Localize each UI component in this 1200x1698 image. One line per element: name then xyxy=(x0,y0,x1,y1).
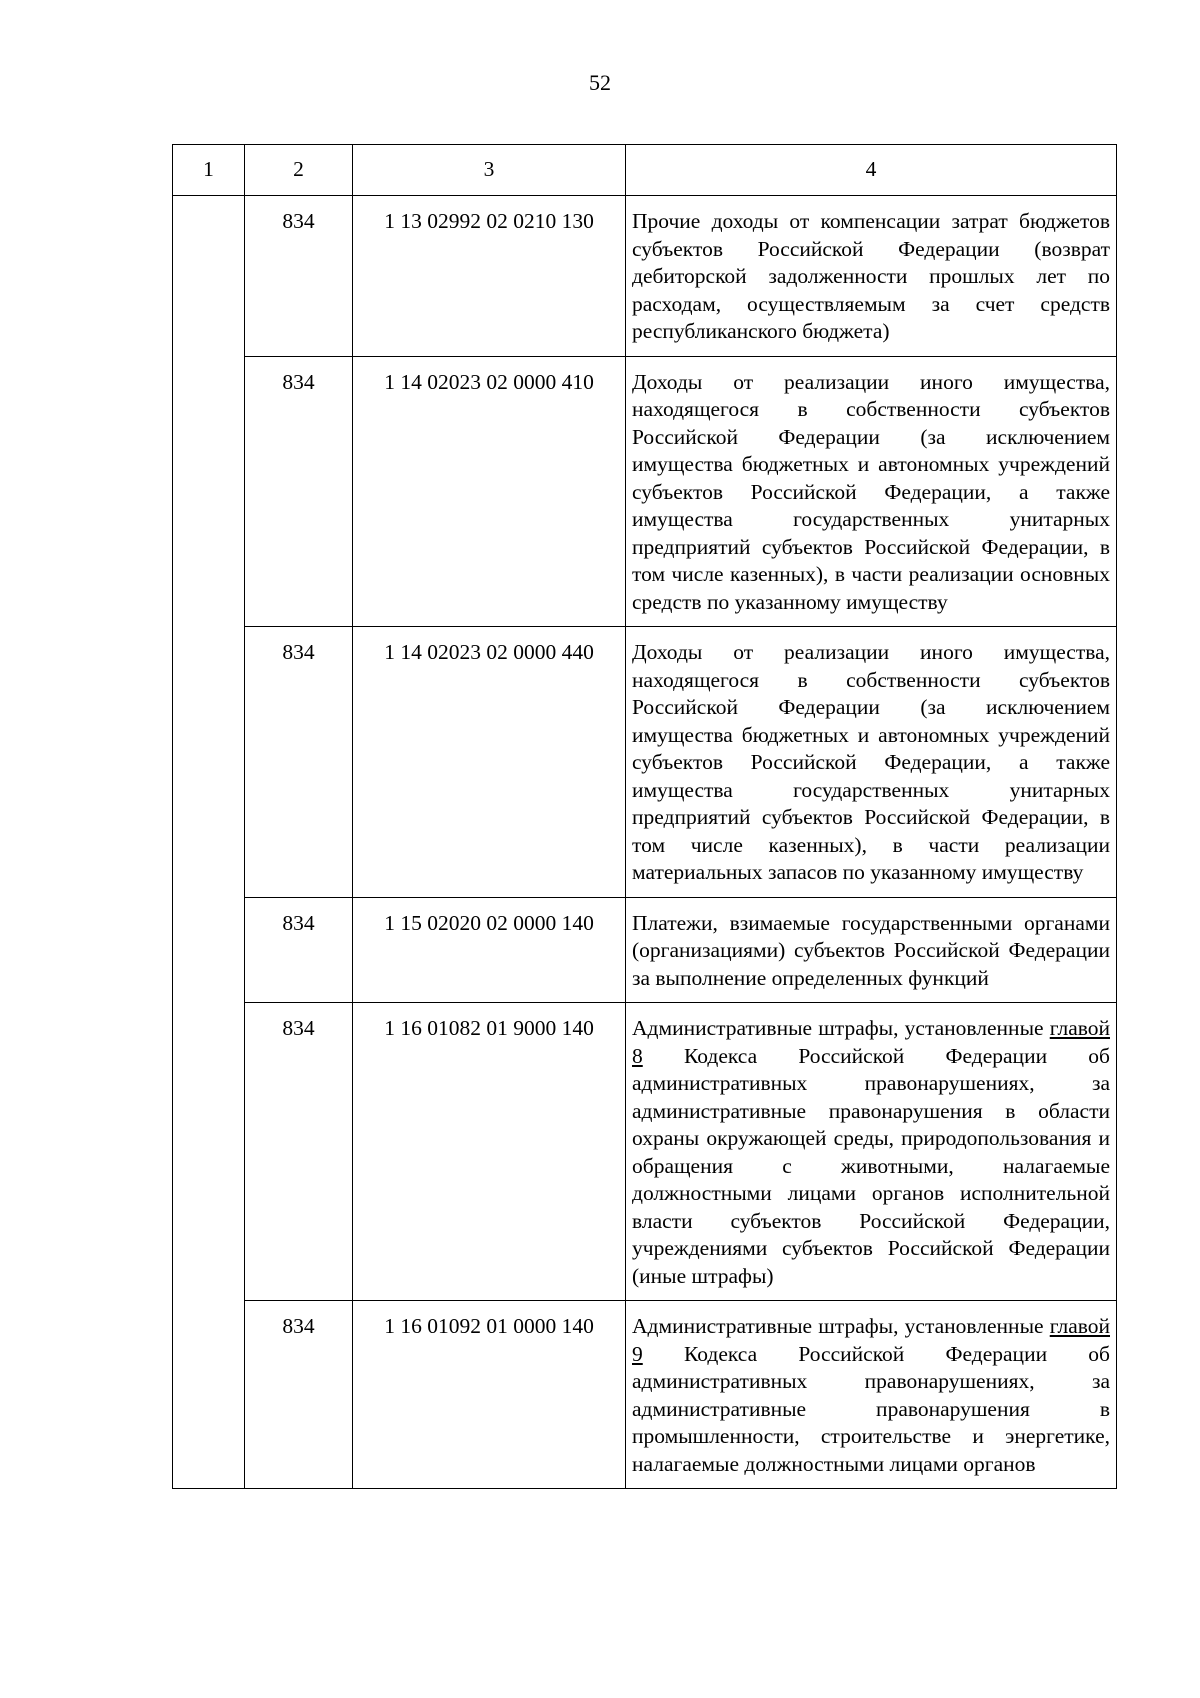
description-cell: Доходы от реализации иного имущества, находящегося в собственности субъектов Российской Федерации (за исключением имущества бюджетных и автономных учреждений субъектов Российской Федерации, а также имущества государственных унитарных предприятий субъектов Российской Федерации, в том числе казенных), в части реализации основных средств по указанному имуществу xyxy=(626,356,1117,627)
header-col-1: 1 xyxy=(173,145,245,196)
table-row xyxy=(173,196,1117,357)
description-cell xyxy=(626,1003,1117,1301)
kbk-code-cell: 1 14 02023 02 0000 410 xyxy=(353,356,626,627)
description-cell: Прочие доходы от компенсации затрат бюджетов субъектов Российской Федерации (возврат дебиторской задолженности прошлых лет по расходам, осуществляемым за счет средств республиканского бюджета) xyxy=(626,196,1117,357)
admin-code-cell: 834 xyxy=(245,1301,353,1489)
kbk-code-cell: 1 16 01092 01 0000 140 xyxy=(353,1301,626,1489)
column-1-empty-cell xyxy=(173,196,245,1489)
description-cell: Платежи, взимаемые государственными органами (организациями) субъектов Российской Федерации за выполнение определенных функций xyxy=(626,897,1117,1003)
page-number: 52 xyxy=(589,70,611,95)
header-col-3: 3 xyxy=(353,145,626,196)
kbk-code-cell: 1 16 01082 01 9000 140 xyxy=(353,1003,626,1301)
kbk-code-cell: 1 14 02023 02 0000 440 xyxy=(353,627,626,898)
table-header-row xyxy=(173,145,1117,196)
chapter-9-link[interactable]: главой 9 xyxy=(632,1314,1110,1366)
admin-code-cell: 834 xyxy=(245,196,353,357)
description-cell xyxy=(626,1301,1117,1489)
table-row xyxy=(173,1003,1117,1301)
table-row xyxy=(173,1301,1117,1489)
admin-code-cell: 834 xyxy=(245,627,353,898)
description-text: Кодекса Российской Федерации об административных правонарушениях, за административные правонарушения в области охраны окружающей среды, природопользования и обращения с животными, налагаемые должностными лицами органов исполнительной власти субъектов Российской Федерации, учреждениями субъектов Российской Федерации (иные штрафы) xyxy=(632,1043,1110,1288)
description-cell: Доходы от реализации иного имущества, находящегося в собственности субъектов Российской Федерации (за исключением имущества бюджетных и автономных учреждений субъектов Российской Федерации, а также имущества государственных унитарных предприятий субъектов Российской Федерации, в том числе казенных), в части реализации материальных запасов по указанному имуществу xyxy=(626,627,1117,898)
table-row xyxy=(173,897,1117,1003)
kbk-code-cell: 1 13 02992 02 0210 130 xyxy=(353,196,626,357)
header-col-2: 2 xyxy=(245,145,353,196)
admin-code-cell: 834 xyxy=(245,1003,353,1301)
admin-code-cell: 834 xyxy=(245,356,353,627)
chapter-8-link[interactable]: главой 8 xyxy=(632,1016,1110,1068)
kbk-code-cell: 1 15 02020 02 0000 140 xyxy=(353,897,626,1003)
table-row xyxy=(173,627,1117,898)
revenue-codes-table xyxy=(172,144,1117,1489)
admin-code-cell: 834 xyxy=(245,897,353,1003)
table-row xyxy=(173,356,1117,627)
description-text: Административные штрафы, установленные xyxy=(632,1016,1050,1040)
description-text: Административные штрафы, установленные xyxy=(632,1314,1050,1338)
header-col-4: 4 xyxy=(626,145,1117,196)
description-text: Кодекса Российской Федерации об административных правонарушениях, за административные правонарушения в промышленности, строительстве и энергетике, налагаемые должностными лицами органов xyxy=(632,1341,1110,1476)
